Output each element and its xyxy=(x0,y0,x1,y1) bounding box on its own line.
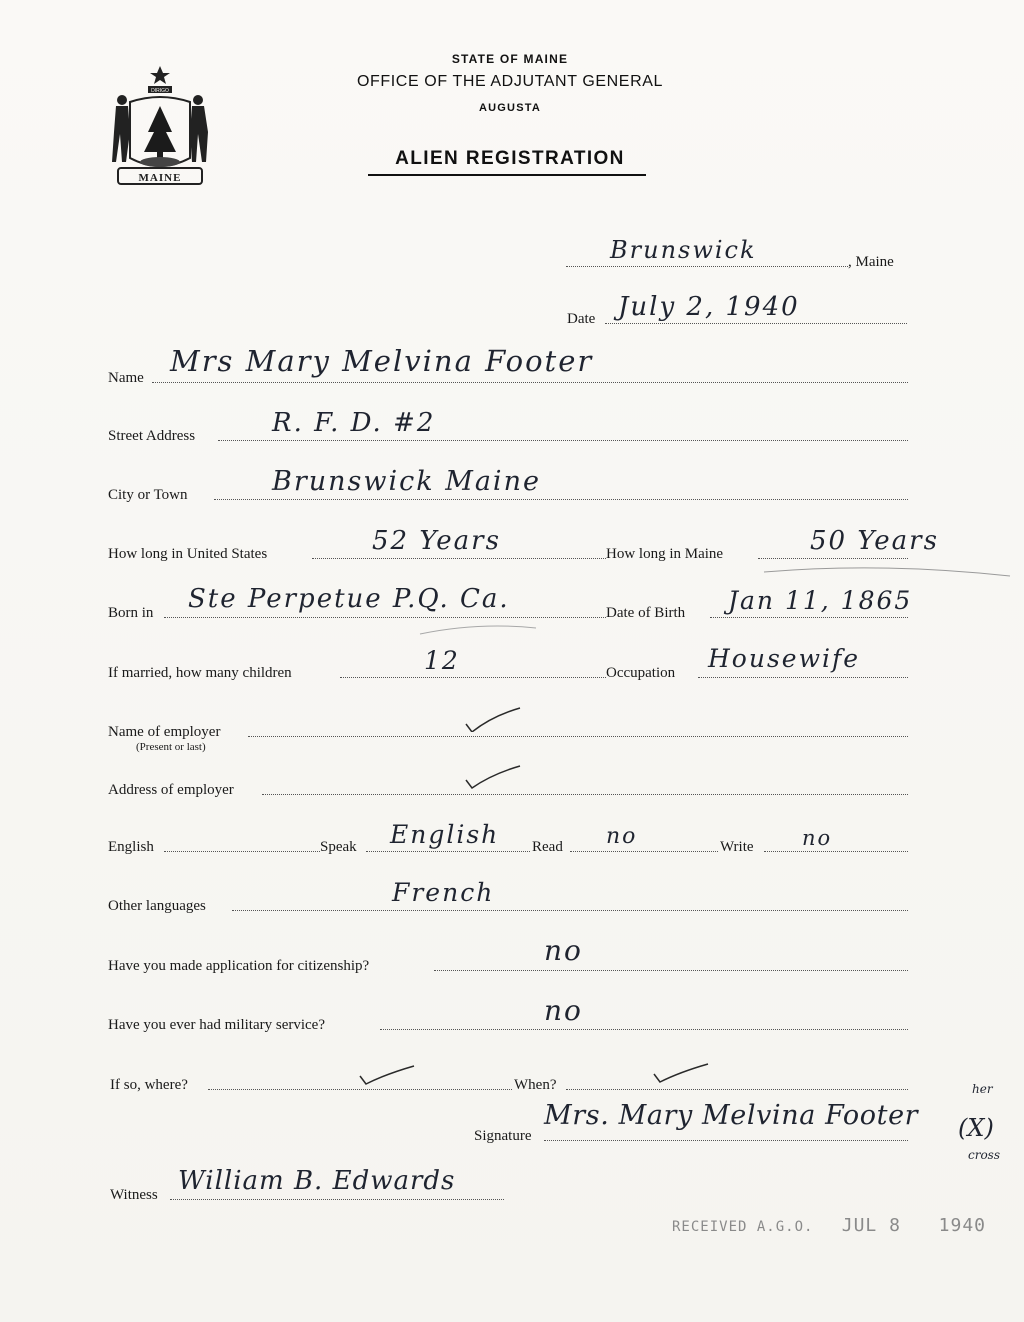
dob-value: Jan 11, 1865 xyxy=(728,586,913,615)
years-maine-line xyxy=(758,558,908,559)
name-label: Name xyxy=(108,370,144,386)
header-office: OFFICE OF THE ADJUTANT GENERAL xyxy=(356,73,664,90)
header-state: STATE OF MAINE xyxy=(451,52,569,66)
date-line xyxy=(605,323,907,324)
citizenship-label: Have you made application for citizenship? xyxy=(108,958,370,974)
write-value: no xyxy=(802,826,833,850)
years-us-line xyxy=(312,558,606,559)
signature-label: Signature xyxy=(474,1128,532,1144)
employer-sublabel: (Present or last) xyxy=(136,741,206,753)
place-value: Brunswick xyxy=(610,236,757,264)
years-maine-label: How long in Maine xyxy=(606,546,724,562)
speak-value: English xyxy=(390,820,500,849)
other-languages-label: Other languages xyxy=(108,898,206,914)
children-value: 12 xyxy=(424,646,460,675)
military-line xyxy=(380,1029,908,1030)
born-in-line xyxy=(164,617,606,618)
witness-value: William B. Edwards xyxy=(178,1166,456,1196)
seal-motto: DIRIGO xyxy=(151,88,169,94)
employer-address-check-icon xyxy=(464,764,524,790)
seal-banner: MAINE xyxy=(138,172,182,184)
military-value: no xyxy=(544,994,583,1027)
where-line xyxy=(208,1089,512,1090)
when-line xyxy=(566,1089,908,1090)
years-us-label: How long in United States xyxy=(108,546,268,562)
name-line xyxy=(152,382,908,383)
city-value: Brunswick Maine xyxy=(272,466,541,497)
stamp-year: 1940 xyxy=(938,1215,986,1236)
citizenship-value: no xyxy=(544,934,583,967)
form-title: ALIEN REGISTRATION xyxy=(395,148,625,169)
write-line xyxy=(764,851,908,852)
stamp-date: JUL 8 xyxy=(841,1215,901,1236)
read-line xyxy=(570,851,718,852)
born-in-value: Ste Perpetue P.Q. Ca. xyxy=(188,584,510,614)
speak-label: Speak xyxy=(320,839,357,855)
occupation-label: Occupation xyxy=(606,665,676,681)
employer-check-icon xyxy=(464,706,524,732)
signature-note-bottom: cross xyxy=(968,1148,1000,1162)
employer-address-line xyxy=(262,794,908,795)
years-us-value: 52 Years xyxy=(372,526,501,556)
employer-line xyxy=(248,736,908,737)
other-languages-line xyxy=(232,910,908,911)
employer-address-label: Address of employer xyxy=(108,782,234,798)
stamp-text: RECEIVED A.G.O. xyxy=(672,1219,814,1235)
dob-line xyxy=(710,617,908,618)
occupation-line xyxy=(698,677,908,678)
employer-label: Name of employer xyxy=(108,724,221,740)
other-languages-value: French xyxy=(392,878,495,907)
street-label: Street Address xyxy=(108,428,196,444)
place-line xyxy=(566,266,848,267)
read-label: Read xyxy=(532,839,563,855)
signature-note-top: her xyxy=(972,1082,993,1096)
maine-state-seal-icon xyxy=(108,62,212,192)
street-line xyxy=(218,440,908,441)
children-line xyxy=(340,677,606,678)
stray-pen-mark-2 xyxy=(418,622,538,638)
header-city: AUGUSTA xyxy=(479,102,541,114)
where-check-icon xyxy=(358,1062,418,1088)
received-stamp xyxy=(672,1215,986,1236)
street-value: R. F. D. #2 xyxy=(272,408,436,438)
when-check-icon xyxy=(652,1060,712,1086)
born-in-label: Born in xyxy=(108,605,154,621)
title-underline xyxy=(368,174,646,176)
occupation-value: Housewife xyxy=(708,644,861,673)
years-maine-value: 50 Years xyxy=(810,526,939,556)
military-label: Have you ever had military service? xyxy=(108,1017,325,1033)
name-value: Mrs Mary Melvina Footer xyxy=(170,344,594,378)
citizenship-line xyxy=(434,970,908,971)
place-suffix: , Maine xyxy=(848,254,894,270)
dob-label: Date of Birth xyxy=(606,605,686,621)
english-label: English xyxy=(108,839,154,855)
english-line xyxy=(164,851,320,852)
date-value: July 2, 1940 xyxy=(618,292,800,322)
write-label: Write xyxy=(720,839,754,855)
children-label: If married, how many children xyxy=(108,665,292,681)
when-label: When? xyxy=(514,1077,557,1093)
signature-mark: (X) xyxy=(958,1114,994,1142)
witness-label: Witness xyxy=(110,1187,158,1203)
where-label: If so, where? xyxy=(110,1077,188,1093)
speak-line xyxy=(366,851,530,852)
city-line xyxy=(214,499,908,500)
witness-line xyxy=(170,1199,504,1200)
signature-value: Mrs. Mary Melvina Footer xyxy=(544,1100,919,1131)
stray-pen-mark xyxy=(762,560,1012,582)
read-value: no xyxy=(606,824,638,849)
date-label: Date xyxy=(567,311,596,327)
signature-line xyxy=(544,1140,908,1141)
city-label: City or Town xyxy=(108,487,188,503)
